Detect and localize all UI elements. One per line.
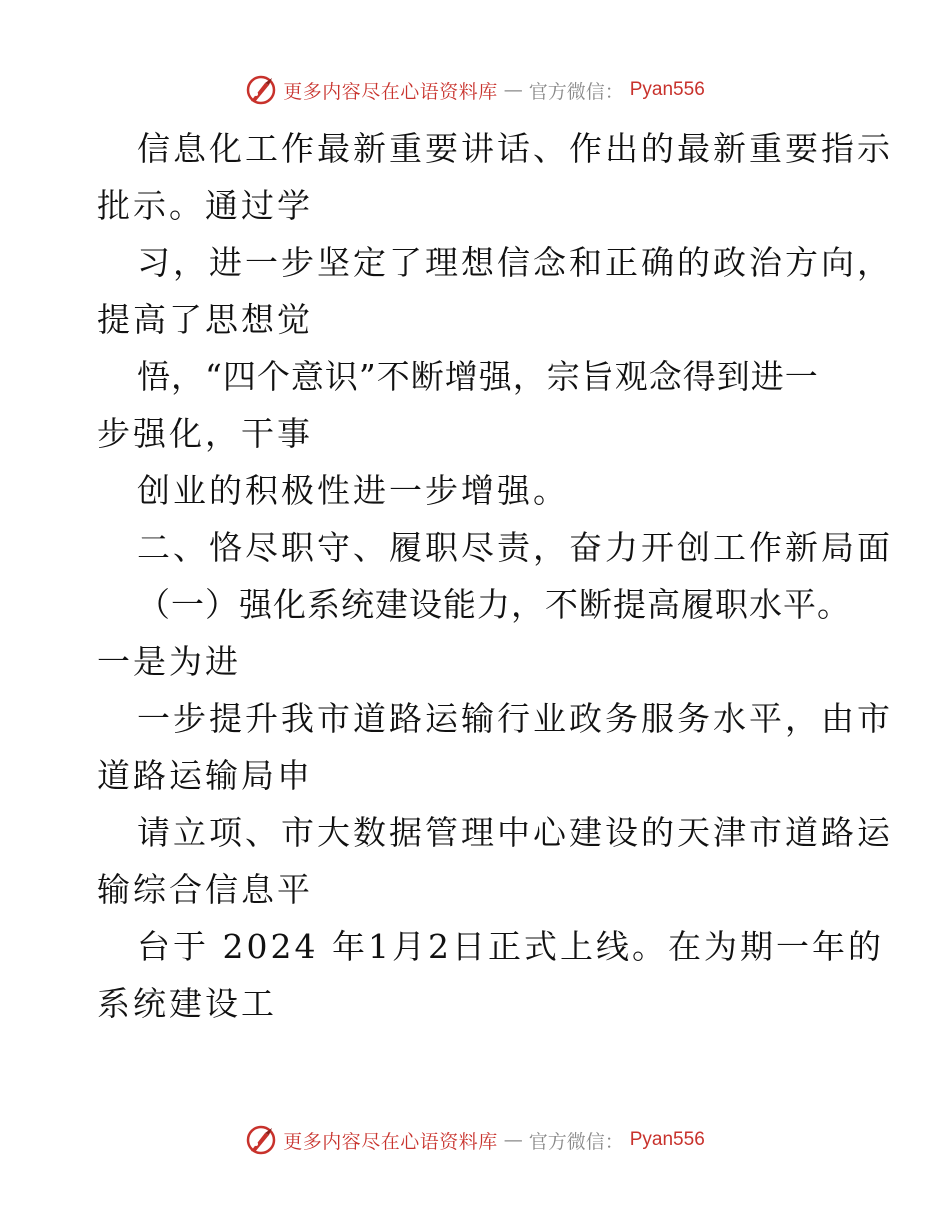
paragraph-line: 提高了思想觉 xyxy=(97,300,313,339)
paragraph-line: 创业的积极性进一步增强。 xyxy=(137,471,569,510)
paragraph-line: 一步提升我市道路运输行业政务服务水平，由市 xyxy=(137,699,893,738)
banner-brand-text: 更多内容尽在心语资料库 xyxy=(283,1130,498,1153)
header-watermark xyxy=(0,70,950,110)
paragraph-line: 请立项、市大数据管理中心建设的天津市道路运 xyxy=(137,813,893,852)
paragraph-line: 道路运输局申 xyxy=(97,756,313,795)
banner-separator: — xyxy=(503,1129,523,1151)
paragraph-line: 输综合信息平 xyxy=(97,870,313,909)
paragraph-line: 习，进一步坚定了理想信念和正确的政治方向， xyxy=(137,243,893,282)
paragraph-line: 步强化，干事 xyxy=(97,414,313,453)
banner-wechat-id: Pyan556 xyxy=(629,1129,705,1150)
banner-brand-text: 更多内容尽在心语资料库 xyxy=(283,80,498,103)
banner-wechat-label: 官方微信： xyxy=(528,1130,624,1153)
paragraph-line: 信息化工作最新重要讲话、作出的最新重要指示 xyxy=(137,129,893,168)
paragraph-line: 台于 2024 年1月2日正式上线。在为期一年的 xyxy=(137,927,884,966)
paragraph-line: 悟，“四个意识”不断增强，宗旨观念得到进一 xyxy=(137,357,819,396)
document-body xyxy=(97,120,893,1032)
section-heading: 二、恪尽职守、履职尽责，奋力开创工作新局面 xyxy=(137,528,893,567)
paragraph-line: 批示。通过学 xyxy=(97,186,313,225)
paragraph-line: 系统建设工 xyxy=(97,984,277,1023)
banner-wechat-id: Pyan556 xyxy=(629,79,705,100)
banner-wechat-label: 官方微信： xyxy=(528,80,624,103)
banner-separator: — xyxy=(503,79,523,101)
quill-pen-logo-icon xyxy=(245,1124,277,1156)
footer-watermark xyxy=(0,1120,950,1160)
subsection-heading: （一）强化系统建设能力，不断提高履职水平。 xyxy=(137,585,851,624)
quill-pen-logo-icon xyxy=(245,74,277,106)
paragraph-line: 一是为进 xyxy=(97,642,241,681)
